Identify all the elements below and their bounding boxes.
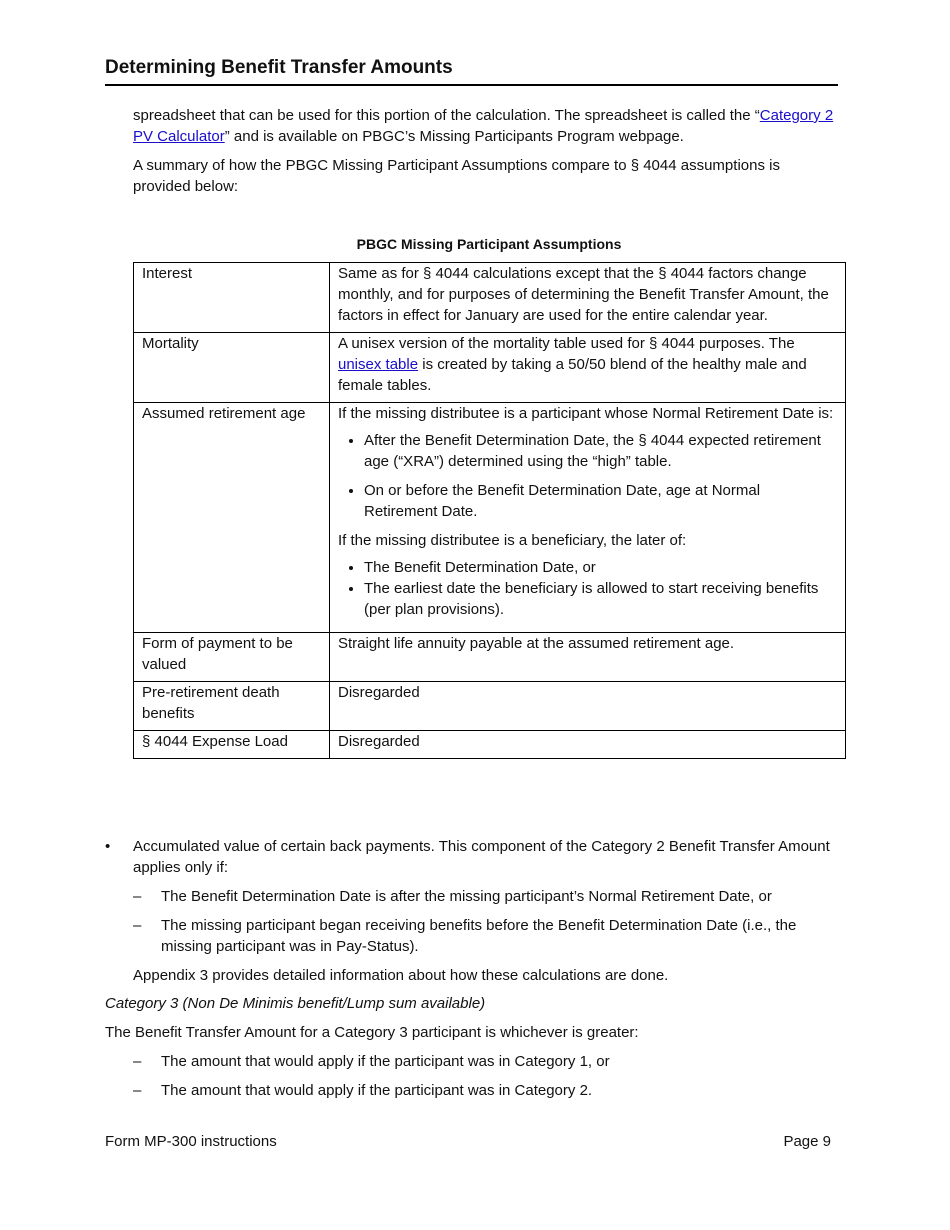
table-row-form-of-payment: [134, 633, 846, 682]
retirement-intro-participant: If the missing distributee is a participant whose Normal Retirement Date is:: [338, 405, 834, 422]
intro-paragraph-1: spreadsheet that can be used for this portion of the calculation. The spreadsheet is called the “Category 2 PV Calculator” and is available on PBGC’s Missing Participants Program webpage.: [133, 107, 834, 145]
table-row-retirement-age: [134, 403, 846, 633]
category-3-heading: Category 3 (Non De Minimis benefit/Lump sum available): [105, 995, 486, 1012]
row-label: Mortality: [134, 333, 330, 403]
after-table-section: [105, 836, 840, 1101]
row-value: Disregarded: [330, 731, 846, 759]
list-item: – The amount that would apply if the participant was in Category 2.: [133, 1082, 593, 1099]
beneficiary-bullet-list: [338, 557, 837, 620]
intro-paragraph-2: A summary of how the PBGC Missing Participant Assumptions compare to § 4044 assumptions is provided below:: [133, 157, 780, 195]
list-item: • The earliest date the beneficiary is allowed to start receiving benefits (per plan provisions).: [364, 578, 837, 620]
unisex-table-link[interactable]: unisex table: [338, 356, 419, 373]
row-value: A unisex version of the mortality table used for § 4044 purposes. The unisex table is created by taking a 50/50 blend of the healthy male and female tables.: [330, 333, 846, 403]
row-label: Interest: [134, 263, 330, 333]
row-value: Disregarded: [330, 682, 846, 731]
assumptions-table-title: PBGC Missing Participant Assumptions: [356, 236, 622, 252]
row-label: Pre-retirement death benefits: [134, 682, 330, 731]
bullet-icon: •: [105, 838, 111, 855]
category-2-pv-calculator-link[interactable]: Category 2 PV Calculator: [133, 107, 834, 145]
retirement-intro-beneficiary: If the missing distributee is a beneficiary, the later of:: [338, 532, 687, 549]
appendix-note: Appendix 3 provides detailed information about how these calculations are done.: [133, 967, 669, 984]
table-row-interest: [134, 263, 846, 333]
row-label: Assumed retirement age: [134, 403, 330, 633]
table-row-mortality: [134, 333, 846, 403]
footer-form-name: Form MP-300 instructions: [105, 1133, 277, 1150]
row-label: Form of payment to be valued: [134, 633, 330, 682]
list-item: – The amount that would apply if the participant was in Category 1, or: [133, 1053, 610, 1070]
list-item: – The Benefit Determination Date is after the missing participant’s Normal Retirement Date, or: [133, 888, 772, 905]
page-header: [105, 56, 838, 86]
dash-icon: –: [133, 888, 142, 905]
row-value: [330, 403, 846, 633]
table-row-death-benefits: [134, 682, 846, 731]
assumptions-table: [133, 262, 846, 759]
dash-icon: –: [133, 1053, 142, 1070]
dash-icon: –: [133, 917, 142, 934]
category-3-text: The Benefit Transfer Amount for a Category 3 participant is whichever is greater:: [105, 1024, 639, 1041]
table-row-expense-load: [134, 731, 846, 759]
list-item: • The Benefit Determination Date, or: [364, 557, 837, 578]
row-value: Same as for § 4044 calculations except that the § 4044 factors change monthly, and for purposes of determining the Benefit Transfer Amount, the factors in effect for January are used for the entire calendar year.: [330, 263, 846, 333]
participant-bullet-list: [338, 430, 837, 522]
list-item: • On or before the Benefit Determination Date, age at Normal Retirement Date.: [364, 480, 837, 522]
row-value: Straight life annuity payable at the assumed retirement age.: [330, 633, 846, 682]
list-item: – The missing participant began receiving benefits before the Benefit Determination Date (i.e., the missing participant was in Pay-Status).: [133, 917, 797, 955]
list-item: • After the Benefit Determination Date, the § 4044 expected retirement age (“XRA”) determined using the “high” table.: [364, 430, 837, 472]
footer-page-number: Page 9: [783, 1133, 831, 1150]
page-title: Determining Benefit Transfer Amounts: [105, 57, 453, 78]
row-label: § 4044 Expense Load: [134, 731, 330, 759]
dash-icon: –: [133, 1082, 142, 1099]
list-item: • Accumulated value of certain back payments. This component of the Category 2 Benefit Transfer Amount applies only if:: [105, 838, 830, 876]
intro-section: [133, 105, 838, 205]
